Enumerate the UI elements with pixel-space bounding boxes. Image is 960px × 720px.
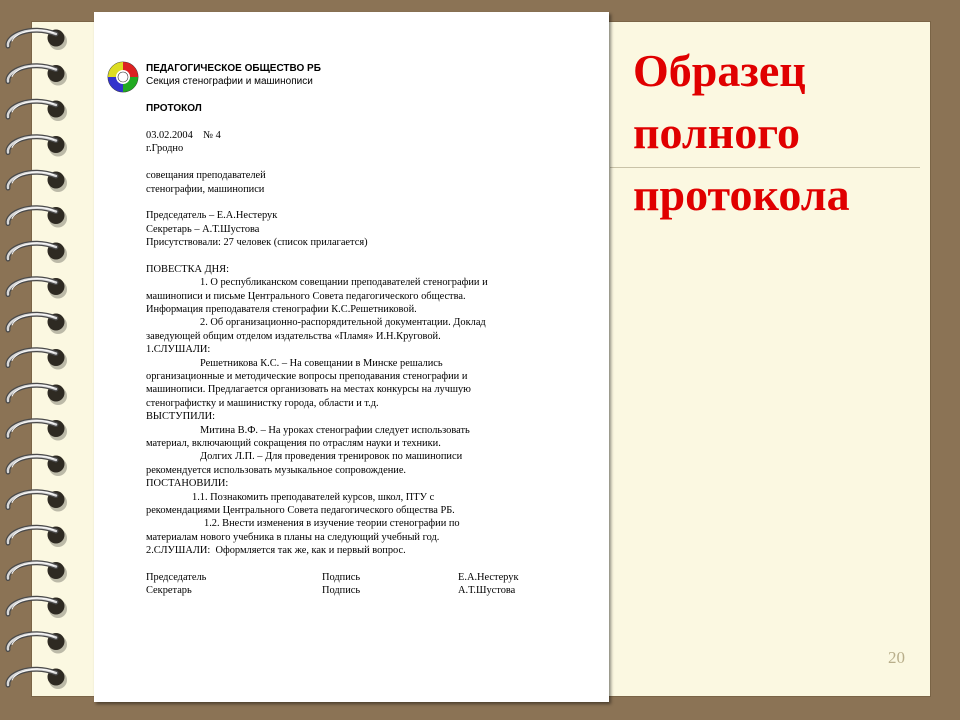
resolved-heading: ПОСТАНОВИЛИ:	[146, 478, 229, 490]
agenda-heading: ПОВЕСТКА ДНЯ:	[146, 263, 230, 275]
present: Присутствовали: 27 человек (список прилагается)	[146, 237, 368, 249]
slide-number: 20	[888, 648, 905, 667]
heard-1-line-1: Решетникова К.С. – На совещании в Минске решались	[200, 357, 443, 369]
section-name: Секция стенографии и машинописи	[146, 76, 313, 88]
spoke-heading: ВЫСТУПИЛИ:	[146, 411, 216, 423]
agenda-item-1-line-3: Информация преподавателя стенографии К.С.Решетниковой.	[146, 304, 417, 316]
title-line-3: протокола	[633, 169, 850, 220]
resolution-2-line-1: 1.2. Внести изменения в изучение теории стенографии по	[204, 518, 460, 530]
meeting-line-2: стенографии, машинописи	[146, 183, 265, 195]
date-number: 03.02.2004 № 4	[146, 129, 221, 141]
agenda-item-1-line-2: машинописи и письме Центрального Совета педагогического общества.	[146, 290, 466, 302]
signature-label: Подпись	[322, 571, 361, 583]
signature-name: А.Т.Шустова	[458, 585, 516, 597]
signature-row-chair	[146, 571, 598, 584]
agenda-item-1-line-1: 1. О республиканском совещании преподавателей стенографии и	[200, 277, 488, 289]
spoke-1-line-1: Митина В.Ф. – На уроках стенографии следует использовать	[200, 424, 470, 436]
doc-type: ПРОТОКОЛ	[146, 103, 202, 115]
signature-name: Е.А.Нестерук	[458, 571, 519, 583]
protocol-document	[94, 12, 609, 702]
heard-1-line-3: машинописи. Предлагается организовать на местах конкурсы на лучшую	[146, 384, 471, 396]
title-line-2: полного	[633, 107, 800, 158]
spoke-2-line-2: рекомендуется использовать музыкальное сопровождение.	[146, 464, 407, 476]
chairperson: Председатель – Е.А.Нестерук	[146, 210, 278, 222]
heard-1-line-2: организационные и методические вопросы преподавания стенографии и	[146, 370, 468, 382]
org-name: ПЕДАГОГИЧЕСКОЕ ОБЩЕСТВО РБ	[146, 63, 321, 74]
organization-logo-icon	[106, 60, 140, 94]
resolution-1-line-2: рекомендациями Центрального Совета педагогического общества РБ.	[146, 504, 455, 516]
agenda-item-2-line-2: заведующей общим отделом издательства «Пламя» И.Н.Круговой.	[146, 330, 441, 342]
meeting-line-1: совещания преподавателей	[146, 170, 266, 182]
document-body	[146, 62, 598, 598]
resolution-1-line-1: 1.1. Познакомить преподавателей курсов, школ, ПТУ с	[192, 491, 435, 503]
signature-role: Секретарь	[146, 585, 192, 597]
spoke-1-line-2: материал, включающий сокращения по отраслям науки и техники.	[146, 437, 441, 449]
resolution-2-line-2: материалам нового учебника в планы на следующий учебный год.	[146, 531, 440, 543]
heard-1-line-4: стенографистку и машинистку города, области и т.д.	[146, 397, 379, 409]
signature-label: Подпись	[322, 585, 361, 597]
slide-title	[633, 40, 923, 226]
secretary: Секретарь – А.Т.Шустова	[146, 223, 260, 235]
agenda-item-2-line-1: 2. Об организационно-распорядительной документации. Доклад	[200, 317, 486, 329]
heard-2: 2.СЛУШАЛИ: Оформляется так же, как и первый вопрос.	[146, 545, 406, 557]
spiral-binding-icon	[0, 0, 100, 720]
title-line-1: Образец	[633, 45, 806, 96]
signature-role: Председатель	[146, 571, 207, 583]
spoke-2-line-1: Долгих Л.П. – Для проведения тренировок по машинописи	[200, 451, 463, 463]
signature-row-secretary	[146, 584, 598, 597]
heard-1-heading: 1.СЛУШАЛИ:	[146, 344, 211, 356]
place: г.Гродно	[146, 143, 184, 155]
